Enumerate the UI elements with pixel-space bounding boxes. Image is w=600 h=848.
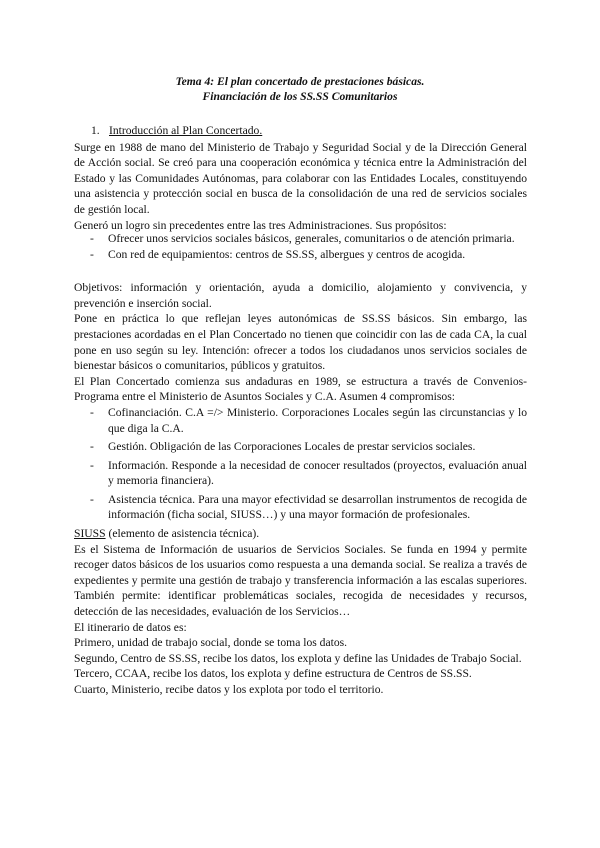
dash-bullet: - — [90, 492, 94, 506]
section-heading — [74, 123, 527, 139]
purposes-list — [74, 233, 527, 261]
section-number: 1. — [91, 124, 100, 137]
dash-bullet: - — [90, 248, 94, 262]
paragraph-step-2: Segundo, Centro de SS.SS, recibe los datos, los explota y define las Unidades de Trabajo Social. — [74, 651, 522, 665]
paragraph-itinerary: El itinerario de datos es: — [74, 620, 187, 634]
paragraph-practice: Pone en práctica lo que reflejan leyes autonómicas de SS.SS básicos. Sin embargo, las prestaciones acordadas en el Plan Concertado no tienen que coincidir con las de cada CA, la cual pone en uso según su ley. Intención: ofrecer a todos los ciudadanos unos servicios sociales de bienestar básicos o comunitarios, públicos y gratuitos. — [74, 312, 527, 373]
paragraph-step-1: Primero, unidad de trabajo social, donde se toma los datos. — [74, 636, 348, 650]
commitments-list — [74, 405, 527, 523]
dash-bullet: - — [90, 405, 94, 419]
document-subtitle: Financiación de los SS.SS Comunitarios — [202, 90, 398, 103]
dash-bullet: - — [90, 232, 94, 246]
paragraph-origin: Surge en 1988 de mano del Ministerio de Trabajo y Seguridad Social y de la Dirección General de Acción social. Se creó para una cooperación económica y técnica entre la Administración del Estado y las Comunidades Autónomas, para colaborar con las Entidades Locales, constituyendo una asistencia y protección social en busca de la consolidación de una red de servicios sociales de gestión local. — [74, 140, 527, 216]
document-title: Tema 4: El plan concertado de prestaciones básicas. — [175, 75, 425, 88]
dash-bullet: - — [90, 440, 94, 454]
list-item: - Gestión. Obligación de las Corporaciones Locales de prestar servicios sociales. — [90, 440, 476, 454]
spacer — [74, 265, 527, 280]
paragraph-plan: El Plan Concertado comienza sus andaduras en 1989, se estructura a través de Convenios-Programa entre el Ministerio de Asuntos Sociales y C.A. Asumen 4 compromisos: — [74, 374, 527, 404]
paragraph-step-3: Tercero, CCAA, recibe los datos, los explota y define estructura de Centros de SS.SS. — [74, 667, 472, 681]
list-item: - Ofrecer unos servicios sociales básicos, generales, comunitarios o de atención primaria. — [90, 232, 515, 246]
document-body — [74, 123, 527, 698]
list-item: - Información. Responde a la necesidad de conocer resultados (proyectos, evaluación anual y memoria financiera). — [90, 458, 527, 488]
section-title: Introducción al Plan Concertado. — [109, 124, 263, 137]
siuss-label: SIUSS — [74, 527, 106, 541]
paragraph-siuss-heading — [74, 526, 527, 542]
list-item: - Con red de equipamientos: centros de SS.SS, albergues y centros de acogida. — [90, 248, 466, 262]
siuss-note: (elemento de asistencia técnica). — [105, 527, 260, 541]
paragraph-step-4: Cuarto, Ministerio, recibe datos y los explota por todo el territorio. — [74, 683, 384, 696]
list-item: - Cofinanciación. C.A =/> Ministerio. Corporaciones Locales según las circunstancias y lo que diga la C.A. — [90, 405, 527, 435]
dash-bullet: - — [90, 458, 94, 472]
paragraph-siuss: Es el Sistema de Información de usuarios de Servicios Sociales. Se funda en 1994 y permite recoger datos básicos de los usuarios como respuesta a una demanda social. Se realiza a través de expedientes y permite una gestión de trabajo y transferencia información a las escalas superiores. También permite: identificar problemáticas sociales, recogida de necesidades y recursos, detección de las necesidades, evaluación de los Servicios… — [74, 542, 527, 619]
paragraph-objectives: Objetivos: información y orientación, ayuda a domicilio, alojamiento y convivencia, y prevención e inserción social. — [74, 281, 527, 310]
paragraph-achievement: Generó un logro sin precedentes entre las tres Administraciones. Sus propósitos: — [74, 218, 447, 232]
list-item: - Asistencia técnica. Para una mayor efectividad se desarrollan instrumentos de recogida de información (ficha social, SIUSS…) y una mayor formación de profesionales. — [90, 492, 527, 522]
